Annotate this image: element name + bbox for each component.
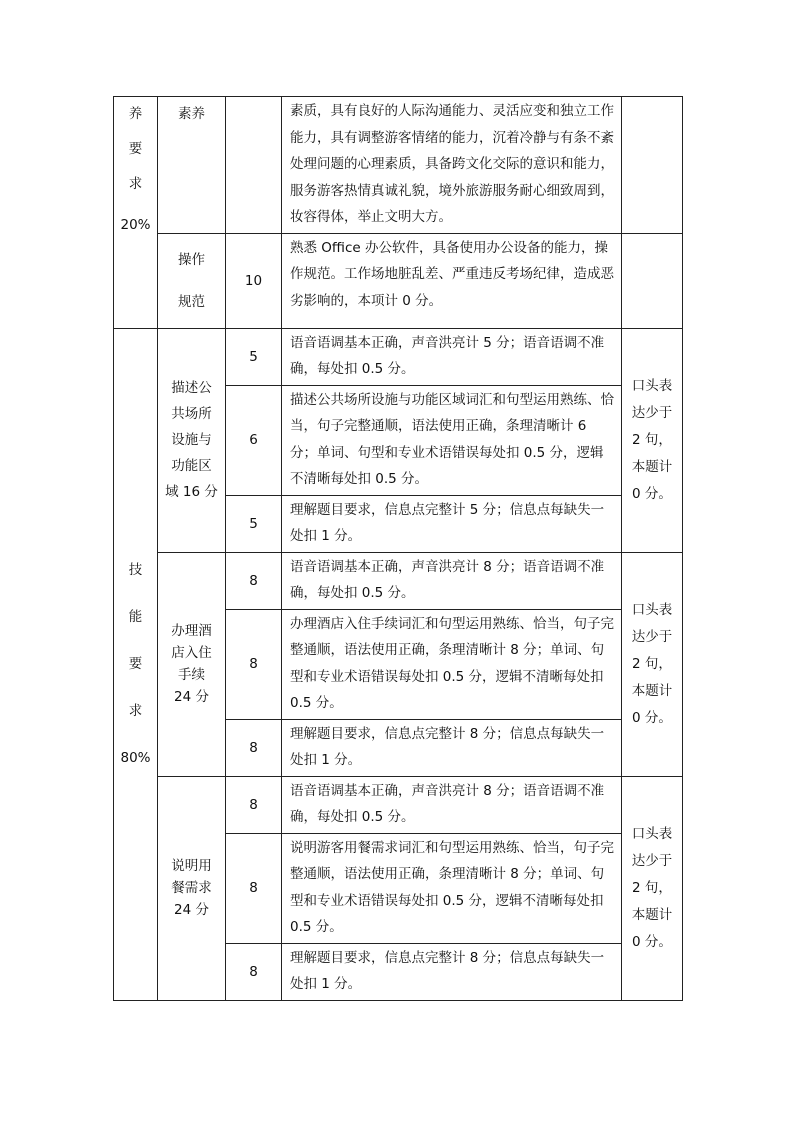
note-line: 本题计 (631, 906, 673, 923)
subitem-line: 24 分 (174, 902, 209, 918)
note-line: 达少于 (631, 628, 673, 645)
category-char: 技 (128, 561, 143, 578)
subitem-describe (158, 328, 226, 552)
criteria-text: 熟悉 Office 办公软件，具备使用办公设备的能力，操作规范。工作场地脏乱差、严重违反考场纪律，造成恶劣影响的，本项计 0 分。 (282, 233, 622, 328)
note-line: 0 分。 (632, 933, 672, 950)
category-char: 要 (128, 141, 143, 157)
criteria-text: 素质，具有良好的人际沟通能力、灵活应变和独立工作能力，具有调整游客情绪的能力，沉着冷静与有条不紊处理问题的心理素质，具备跨文化交际的意识和能力，服务游客热情真诚礼貌，境外旅游服务耐心细致周到，妆容得体，举止文明大方。 (282, 97, 622, 234)
note-line: 2 句， (632, 879, 672, 896)
note-line: 口头表 (631, 377, 673, 394)
category-skill-cell (114, 328, 158, 1000)
subitem-line: 餐需求 (171, 880, 212, 896)
category-char: 20% (120, 217, 151, 233)
points-cell: 8 (226, 776, 282, 833)
category-char: 能 (128, 608, 143, 625)
points-cell: 5 (226, 495, 282, 552)
note-cell (622, 233, 683, 328)
scoring-table (113, 96, 683, 1001)
note-line: 口头表 (631, 601, 673, 618)
criteria-text: 描述公共场所设施与功能区域词汇和句型运用熟练、恰当，句子完整通顺，语法使用正确，条理清晰计 6 分；单词、句型和专业术语错误每处扣 0.5 分，逻辑不清晰每处扣 0.5 分。 (282, 385, 622, 495)
table-row (114, 552, 683, 609)
points-cell: 8 (226, 833, 282, 943)
criteria-text: 理解题目要求，信息点完整计 5 分；信息点每缺失一处扣 1 分。 (282, 495, 622, 552)
criteria-text: 办理酒店入住手续词汇和句型运用熟练、恰当，句子完整通顺，语法使用正确，条理清晰计 8 分；单词、句型和专业术语错误每处扣 0.5 分，逻辑不清晰每处扣 0.5 分。 (282, 609, 622, 719)
note-line: 本题计 (631, 682, 673, 699)
points-cell: 8 (226, 719, 282, 776)
subitem-line: 域 16 分 (165, 484, 218, 500)
category-char: 80% (120, 749, 151, 766)
subitem-hotel (158, 552, 226, 776)
note-cell (622, 776, 683, 1000)
subitem-suyang: 素养 (158, 97, 226, 234)
subitem-caozuo (158, 233, 226, 328)
points-cell: 8 (226, 552, 282, 609)
points-cell: 5 (226, 328, 282, 385)
note-line: 口头表 (631, 825, 673, 842)
table-row (114, 97, 683, 234)
category-char: 求 (128, 702, 143, 719)
criteria-text: 语音语调基本正确，声音洪亮计 8 分；语音语调不准确，每处扣 0.5 分。 (282, 552, 622, 609)
category-char: 要 (128, 655, 143, 672)
note-line: 0 分。 (632, 485, 672, 502)
subitem-line: 规范 (178, 293, 205, 310)
points-cell (226, 97, 282, 234)
subitem-line: 共场所 (171, 406, 212, 422)
category-char: 养 (128, 106, 143, 122)
criteria-text: 语音语调基本正确，声音洪亮计 5 分；语音语调不准确，每处扣 0.5 分。 (282, 328, 622, 385)
note-line: 2 句， (632, 655, 672, 672)
points-cell: 10 (226, 233, 282, 328)
note-cell (622, 552, 683, 776)
note-line: 达少于 (631, 404, 673, 421)
note-cell (622, 97, 683, 234)
subitem-line: 设施与 (171, 432, 212, 448)
subitem-dining (158, 776, 226, 1000)
points-cell: 6 (226, 385, 282, 495)
subitem-line: 操作 (178, 251, 205, 268)
table-row (114, 776, 683, 833)
criteria-text: 理解题目要求，信息点完整计 8 分；信息点每缺失一处扣 1 分。 (282, 943, 622, 1000)
criteria-text: 理解题目要求，信息点完整计 8 分；信息点每缺失一处扣 1 分。 (282, 719, 622, 776)
points-cell: 8 (226, 609, 282, 719)
note-line: 本题计 (631, 458, 673, 475)
note-line: 达少于 (631, 852, 673, 869)
subitem-line: 24 分 (174, 689, 209, 705)
subitem-line: 说明用 (171, 858, 212, 874)
subitem-line: 店入住 (171, 645, 212, 661)
note-cell (622, 328, 683, 552)
table-row (114, 328, 683, 385)
note-line: 2 句， (632, 431, 672, 448)
category-char: 求 (128, 176, 143, 192)
subitem-line: 手续 (178, 667, 205, 683)
table-row (114, 233, 683, 328)
subitem-line: 描述公 (171, 380, 212, 396)
subitem-line: 办理酒 (171, 623, 212, 639)
note-line: 0 分。 (632, 709, 672, 726)
subitem-line: 功能区 (171, 458, 212, 474)
criteria-text: 语音语调基本正确，声音洪亮计 8 分；语音语调不准确，每处扣 0.5 分。 (282, 776, 622, 833)
points-cell: 8 (226, 943, 282, 1000)
criteria-text: 说明游客用餐需求词汇和句型运用熟练、恰当，句子完整通顺，语法使用正确，条理清晰计 8 分；单词、句型和专业术语错误每处扣 0.5 分，逻辑不清晰每处扣 0.5 分。 (282, 833, 622, 943)
category-quality-cell (114, 97, 158, 329)
